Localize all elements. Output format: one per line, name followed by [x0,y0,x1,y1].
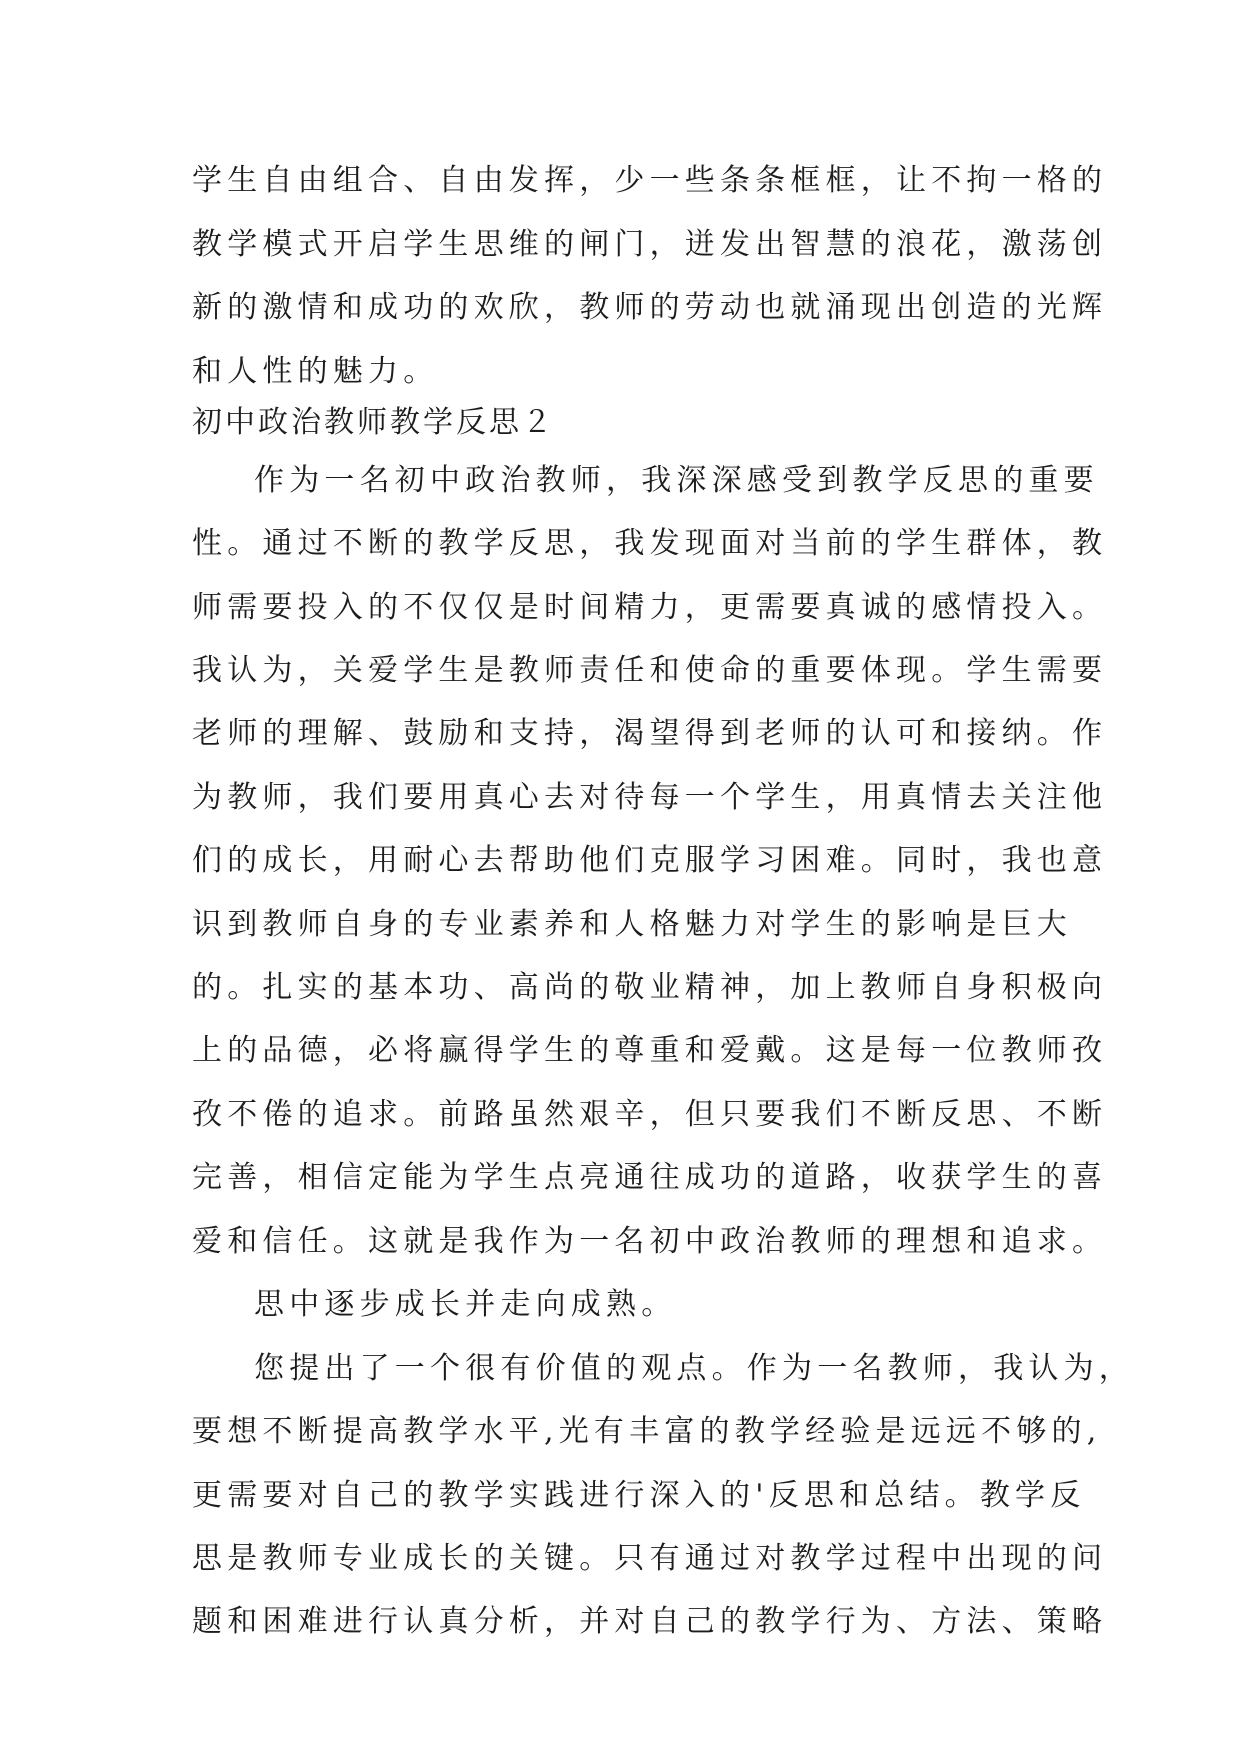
body-line: 们的成长，用耐心去帮助他们克服学习困难。同时，我也意 [192,843,1108,878]
body-line: 为教师，我们要用真心去对待每一个学生，用真情去关注他 [192,780,1108,815]
final-line: 题和困难进行认真分析，并对自己的教学行为、方法、策略 [192,1604,1108,1639]
intro-line: 新的激情和成功的欢欣，教师的劳动也就涌现出创造的光辉 [192,290,1108,325]
body-line: 我认为，关爱学生是教师责任和使命的重要体现。学生需要 [192,653,1108,688]
intro-line: 教学模式开启学生思维的闸门，迸发出智慧的浪花，激荡创 [192,227,1108,262]
final-line: 您提出了一个很有价值的观点。作为一名教师，我认为， [254,1351,1134,1386]
final-line: 要想不断提高教学水平,光有丰富的教学经验是远远不够的, [192,1414,1102,1449]
body-line: 的。扎实的基本功、高尚的敬业精神，加上教师自身积极向 [192,970,1108,1005]
body-line: 师需要投入的不仅仅是时间精力，更需要真诚的感情投入。 [192,590,1108,625]
intro-line: 学生自由组合、自由发挥，少一些条条框框，让不拘一格的 [192,163,1108,198]
body-line: 孜不倦的追求。前路虽然艰辛，但只要我们不断反思、不断 [192,1097,1108,1132]
body-line: 完善，相信定能为学生点亮通往成功的道路，收获学生的喜 [192,1160,1108,1195]
final-line: 更需要对自己的教学实践进行深入的'反思和总结。教学反 [192,1478,1086,1513]
body-line: 作为一名初中政治教师，我深深感受到教学反思的重要 [254,463,1099,498]
body-line: 识到教师自身的专业素养和人格魅力对学生的影响是巨大 [192,907,1072,942]
final-line: 思是教师专业成长的关键。只有通过对教学过程中出现的问 [192,1541,1108,1576]
section-title: 初中政治教师教学反思２ [192,405,555,440]
body-line: 上的品德，必将赢得学生的尊重和爱戴。这是每一位教师孜 [192,1033,1108,1068]
intro-line: 和人性的魅力。 [192,354,439,389]
body-line: 老师的理解、鼓励和支持，渴望得到老师的认可和接纳。作 [192,716,1108,751]
body-line: 性。通过不断的教学反思，我发现面对当前的学生群体，教 [192,526,1108,561]
short-paragraph: 思中逐步成长并走向成熟。 [254,1287,677,1322]
body-line: 爱和信任。这就是我作为一名初中政治教师的理想和追求。 [192,1224,1108,1259]
